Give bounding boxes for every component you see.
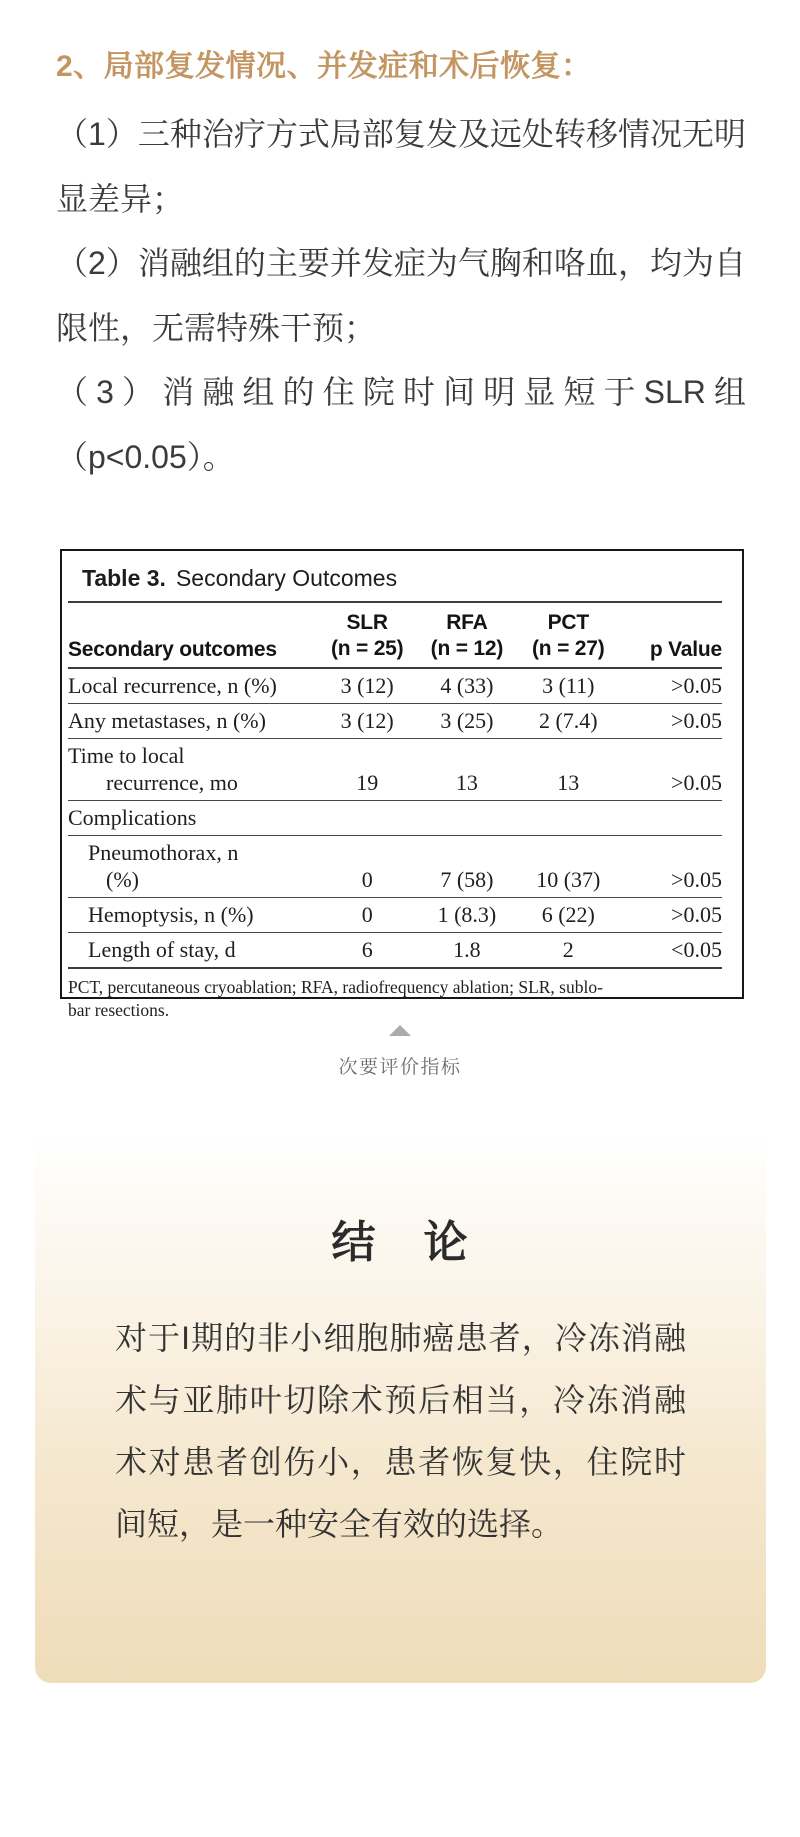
conclusion-panel: [35, 1131, 766, 1683]
paragraph-2: （2）消融组的主要并发症为气胸和咯血，均为自限性，无需特殊干预；: [56, 245, 746, 346]
table-row: Time to local recurrence, mo 19 13 13 >0.05: [68, 739, 722, 801]
column-header-slr: SLR (n = 25): [330, 611, 404, 660]
section-heading: 2、局部复发情况、并发症和术后恢复：: [56, 50, 592, 83]
table-header-row: [68, 610, 722, 669]
conclusion-body: 对于I期的非小细胞肺癌患者，冷冻消融术与亚肺叶切除术预后相当，冷冻消融术对患者创伤小，患者恢复快，住院时间短，是一种安全有效的选择。: [115, 1320, 686, 1542]
table-title-text: Secondary Outcomes: [175, 565, 398, 591]
table-row: Pneumothorax, n (%) 0 7 (58) 10 (37) >0.05: [68, 836, 722, 898]
table3-figure: [60, 549, 744, 1020]
figure-caption-block: [0, 1025, 800, 1079]
column-header-rfa: RFA (n = 12): [430, 611, 504, 660]
table-title-label: Table 3.: [82, 565, 166, 591]
up-triangle-icon: [389, 1025, 411, 1036]
table-row-section: Complications: [68, 801, 722, 836]
column-header-outcomes: Secondary outcomes: [68, 638, 277, 661]
table-row: Length of stay, d 6 1.8 2 <0.05: [68, 933, 722, 969]
table-footnote: PCT, percutaneous cryoablation; RFA, radiofrequency ablation; SLR, sublo- bar resections.: [68, 977, 603, 1020]
table-title: [68, 565, 722, 592]
body-paragraphs: [56, 102, 746, 489]
column-header-pct: PCT (n = 27): [532, 611, 605, 660]
table-row: Hemoptysis, n (%) 0 1 (8.3) 6 (22) >0.05: [68, 898, 722, 933]
paragraph-1: （1）三种治疗方式局部复发及远处转移情况无明显差异；: [56, 116, 746, 217]
paragraph-3: （3）消融组的住院时间明显短于SLR组（p<0.05）。: [56, 374, 746, 475]
table-row: Any metastases, n (%) 3 (12) 3 (25) 2 (7.4) >0.05: [68, 704, 722, 739]
column-header-pvalue: p Value: [649, 638, 722, 661]
figure-caption: 次要评价指标: [338, 1057, 462, 1078]
conclusion-title: 结 论: [331, 1218, 470, 1267]
table-title-rule: [68, 601, 722, 603]
table-row: Local recurrence, n (%) 3 (12) 4 (33) 3 (11) >0.05: [68, 669, 722, 704]
